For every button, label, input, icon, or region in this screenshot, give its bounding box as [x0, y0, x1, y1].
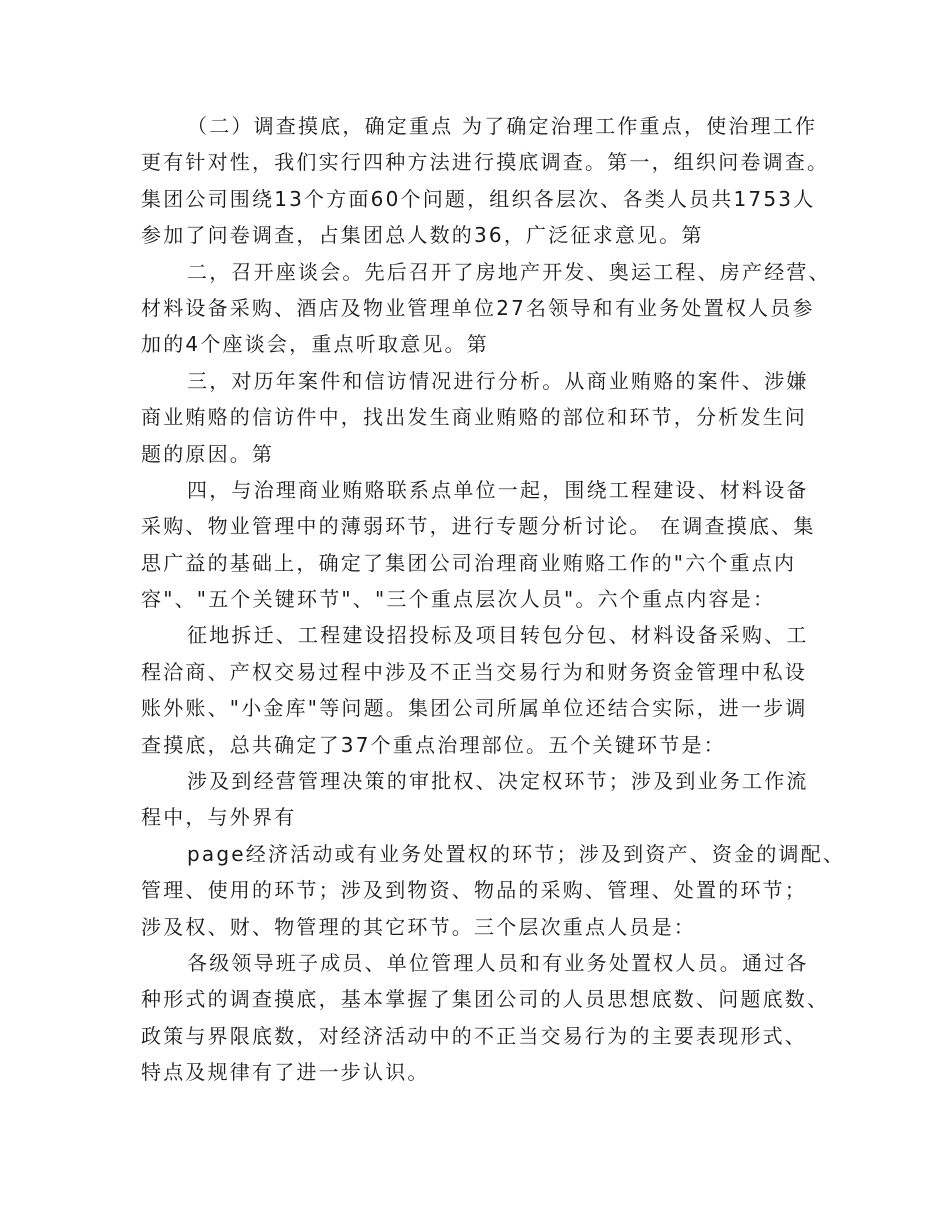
text-line: 更有针对性，我们实行四种方法进行摸底调查。第一，组织问卷调查。 [141, 150, 830, 175]
text-line: 参加了问卷调查，占集团总人数的36，广泛征求意见。第 [141, 223, 704, 248]
text-line: 三，对历年案件和信访情况进行分析。从商业贿赂的案件、涉嫌 [187, 368, 809, 393]
text-line: 容"、"五个关键环节"、"三个重点层次人员"。六个重点内容是： [141, 587, 776, 612]
text-line: 集团公司围绕13个方面60个问题，组织各层次、各类人员共1753人 [141, 186, 816, 211]
text-line: 涉及权、财、物管理的其它环节。三个层次重点人员是： [141, 914, 696, 939]
text-line: 账外账、"小金库"等问题。集团公司所属单位还结合实际，进一步调 [141, 696, 808, 721]
text-line: 特点及规律有了进一步认识。 [141, 1060, 430, 1085]
text-line: 四，与治理商业贿赂联系点单位一起，围绕工程建设、材料设备 [187, 477, 809, 502]
text-line: 征地拆迁、工程建设招投标及项目转包分包、材料设备采购、工 [187, 623, 809, 648]
text-line: 程中，与外界有 [141, 805, 297, 830]
text-line: 各级领导班子成员、单位管理人员和有业务处置权人员。通过各 [187, 950, 809, 975]
text-line: 商业贿赂的信访件中，找出发生商业贿赂的部位和环节，分析发生问 [141, 405, 807, 430]
text-line: 涉及到经营管理决策的审批权、决定权环节；涉及到业务工作流 [187, 769, 809, 794]
text-line: 材料设备采购、酒店及物业管理单位27名领导和有业务处置权人员参 [141, 295, 815, 320]
text-line: 思广益的基础上，确定了集团公司治理商业贿赂工作的"六个重点内 [141, 550, 797, 575]
text-line: 政策与界限底数，对经济活动中的不正当交易行为的主要表现形式、 [141, 1023, 807, 1048]
text-line: 程洽商、产权交易过程中涉及不正当交易行为和财务资金管理中私设 [141, 659, 807, 684]
text-line: 二，召开座谈会。先后召开了房地产开发、奥运工程、房产经营、 [187, 259, 831, 284]
text-line: 题的原因。第 [141, 441, 275, 466]
document-body [141, 108, 846, 1091]
text-line: 种形式的调查摸底，基本掌握了集团公司的人员思想底数、问题底数、 [141, 987, 830, 1012]
text-line: page经济活动或有业务处置权的环节；涉及到资产、资金的调配、 [187, 841, 846, 866]
text-line: 管理、使用的环节；涉及到物资、物品的采购、管理、处置的环节； [141, 878, 807, 903]
text-line: 查摸底，总共确定了37个重点治理部位。五个关键环节是： [141, 732, 726, 757]
text-line: 采购、物业管理中的薄弱环节，进行专题分析讨论。 在调查摸底、集 [141, 514, 816, 539]
text-line: 加的4个座谈会，重点听取意见。第 [141, 332, 489, 357]
text-line: （二）调查摸底，确定重点 为了确定治理工作重点，使治理工作 [187, 114, 818, 138]
